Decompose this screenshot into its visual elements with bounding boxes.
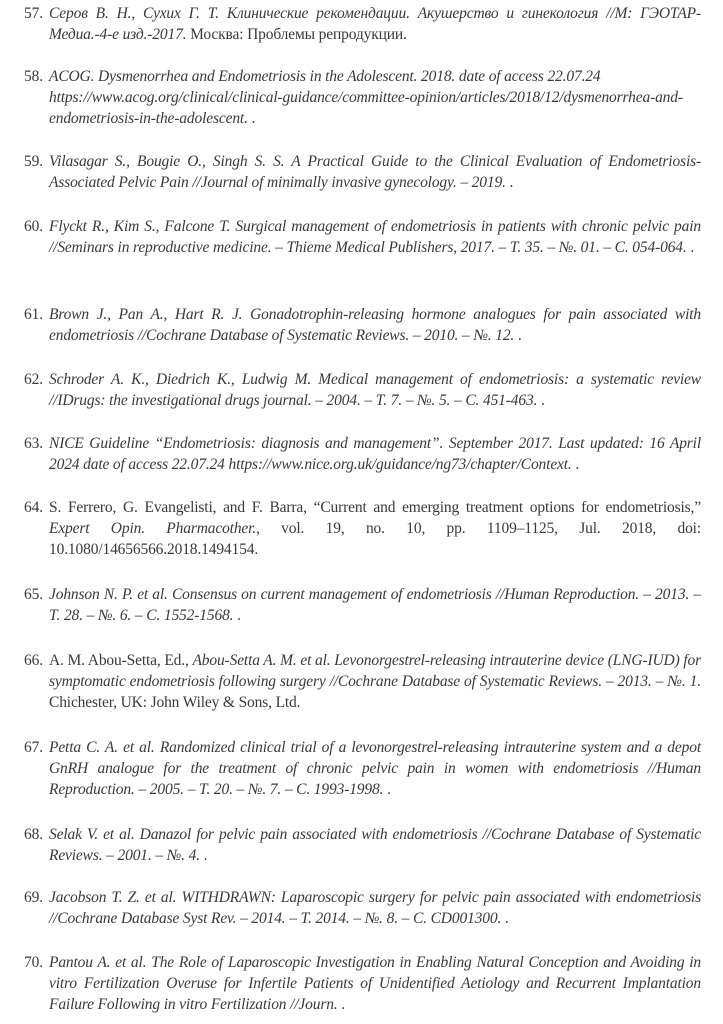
reference-part: Vilasagar S., Bougie O., Singh S. S. A Practical Guide to the Clinical Evaluation of Endometriosis-Associated Pelvic Pain //Journal of minimally invasive gynecology. – 2019. [49, 153, 701, 191]
reference-item [24, 650, 701, 713]
reference-number: 57. [24, 5, 43, 22]
reference-number: 59. [24, 153, 43, 170]
reference-item [24, 304, 701, 346]
reference-text [49, 584, 701, 626]
reference-number: 65. [24, 586, 43, 603]
reference-number: 69. [24, 889, 43, 906]
reference-text [49, 824, 701, 866]
reference-part: Selak V. et al. Danazol for pelvic pain associated with endometriosis //Cochrane Database of Systematic Reviews. – 2001. – №. 4. [49, 826, 701, 864]
reference-item [24, 66, 701, 129]
reference-number: 64. [24, 499, 43, 516]
reference-item [24, 737, 701, 800]
reference-part: . [337, 996, 346, 1013]
reference-part: . [571, 456, 580, 473]
reference-part: A. M. Abou-Setta, Ed., [49, 652, 193, 669]
reference-text [49, 3, 701, 45]
reference-number: 63. [24, 435, 43, 452]
reference-text [49, 433, 701, 475]
reference-item [24, 433, 701, 475]
reference-part: . [505, 174, 514, 191]
reference-part: . [247, 110, 256, 127]
reference-text [49, 650, 701, 713]
reference-part: Johnson N. P. et al. Consensus on current management of endometriosis //Human Reproduction. – 2013. – Т. 28. – №. 6. – С. 1552-1568. [49, 586, 701, 624]
reference-part: . [501, 910, 509, 927]
reference-part: . [383, 781, 391, 798]
reference-item [24, 369, 701, 411]
reference-number: 58. [24, 68, 43, 85]
reference-part: . [199, 847, 208, 864]
reference-number: 66. [24, 652, 43, 669]
reference-part: ACOG. Dysmenorrhea and Endometriosis in the Adolescent. 2018. date of access 22.07.24 https://www.acog.org/clinical/clinical-guidance/committee-opinion/articles/2018/12/dysmenorrhea-and-endometriosis-in-the-adolescent. [49, 68, 683, 127]
reference-part: Chichester, UK: John Wiley & Sons, Ltd. [49, 694, 301, 711]
reference-item [24, 3, 701, 45]
reference-text [49, 737, 701, 800]
reference-text [49, 369, 701, 411]
reference-part: . [537, 392, 545, 409]
reference-item [24, 216, 701, 258]
reference-part: Pantou A. et al. The Role of Laparoscopic Investigation in Enabling Natural Conception and Avoiding in vitro Fertilization Overuse for Infertile Patients of Unidentified Aetiology and Recurrent Implantation Failure Following in vitro Fertilization //Journ. [49, 954, 701, 1013]
reference-item [24, 824, 701, 866]
reference-part: Серов В. Н., Сухих Г. Т. Клинические рекомендации. Акушерство и гинекология //М: ГЭОТАР-Медиа.-4-е изд.-2017. [49, 5, 701, 43]
reference-item [24, 497, 701, 560]
reference-part: Москва: Проблемы репродукции. [186, 26, 407, 43]
reference-part: , vol. 19, no. 10, pp. 1109–1125, Jul. 2018, doi: 10.1080/14656566.2018.1494154. [49, 520, 701, 558]
reference-item [24, 584, 701, 626]
reference-number: 68. [24, 826, 43, 843]
reference-part: . [686, 239, 695, 256]
reference-number: 62. [24, 371, 43, 388]
reference-part: Schroder A. K., Diedrich K., Ludwig M. Medical management of endometriosis: a systematic review //IDrugs: the investigational drugs journal. – 2004. – Т. 7. – №. 5. – С. 451-463. [49, 371, 701, 409]
reference-text [49, 304, 701, 346]
reference-text [49, 66, 701, 129]
reference-part: S. Ferrero, G. Evangelisti, and F. Barra, “Current and emerging treatment options for endometriosis,” [49, 499, 701, 516]
reference-text [49, 952, 701, 1015]
reference-part: Brown J., Pan A., Hart R. J. Gonadotrophin-releasing hormone analogues for pain associated with endometriosis //Cochrane Database of Systematic Reviews. – 2010. – №. 12. [49, 306, 701, 344]
reference-text [49, 887, 701, 929]
reference-number: 67. [24, 739, 43, 756]
reference-item [24, 151, 701, 193]
reference-text [49, 151, 701, 193]
reference-part: . [233, 607, 241, 624]
reference-number: 61. [24, 306, 43, 323]
reference-item [24, 952, 701, 1015]
reference-part: NICE Guideline “Endometriosis: diagnosis and management”. September 2017. Last updated: 16 April 2024 date of access 22.07.24 https://www.nice.org.uk/guidance/ng73/chapter/Context. [49, 435, 701, 473]
reference-part: Expert Opin. Pharmacother. [49, 520, 257, 537]
reference-part: . [514, 327, 522, 344]
reference-part: Abou-Setta A. M. et al. Levonorgestrel-releasing intrauterine device (LNG-IUD) for symptomatic endometriosis following surgery //Cochrane Database of Systematic Reviews. – 2013. – №. 1. [49, 652, 701, 690]
reference-number: 70. [24, 954, 43, 971]
reference-text [49, 216, 701, 258]
reference-part: Petta C. A. et al. Randomized clinical trial of a levonorgestrel-releasing intrauterine system and a depot GnRH analogue for the treatment of chronic pelvic pain in women with endometriosis //Human Reproduction. – 2005. – Т. 20. – №. 7. – С. 1993-1998. [49, 739, 701, 798]
reference-part: Jacobson T. Z. et al. WITHDRAWN: Laparoscopic surgery for pelvic pain associated with endometriosis //Cochrane Database Syst Rev. – 2014. – Т. 2014. – №. 8. – С. CD001300. [49, 889, 701, 927]
reference-text [49, 497, 701, 560]
reference-number: 60. [24, 218, 43, 235]
reference-item [24, 887, 701, 929]
reference-part: Flyckt R., Kim S., Falcone T. Surgical management of endometriosis in patients with chronic pelvic pain //Seminars in reproductive medicine. – Thieme Medical Publishers, 2017. – Т. 35. – №. 01. – С. 054-064. [49, 218, 701, 256]
